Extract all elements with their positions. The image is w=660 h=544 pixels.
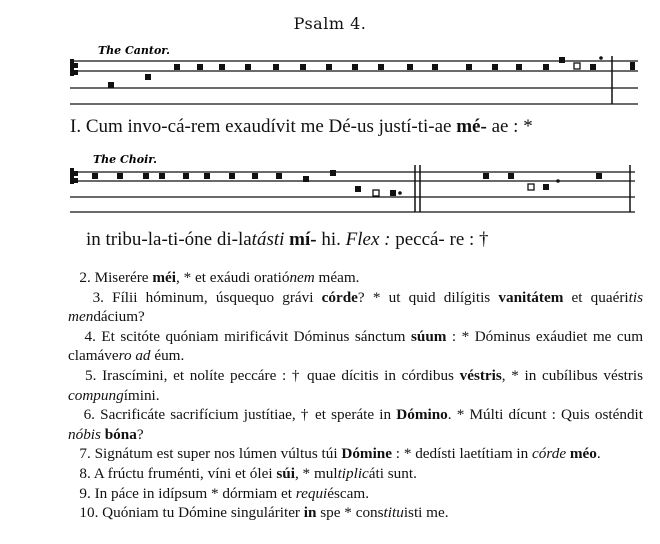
choir-clef-icon [70,168,78,184]
choir-staff-lines [70,172,635,212]
verse-text: 2. Miserére [79,269,153,286]
verse-text: ? [136,425,144,443]
verse-italic: tis men [68,288,643,326]
verse-text: , * et exáudi oratió [175,269,290,286]
choir-text-line [86,229,489,251]
cantor-custos [630,62,635,70]
verse-5 [68,366,643,405]
line2-italic: tásti [251,229,285,250]
verse-italic: nem [289,269,315,286]
verse-italic: tiplic [337,464,369,482]
verse-text: áti sunt. [368,464,417,482]
verse-accent: Dómine [341,445,392,463]
verse-text: : * dedísti laetítiam in [392,445,533,463]
verse-italic: requi [295,484,328,502]
verse-italic: compung [68,386,124,404]
line2-accent: mí- [289,229,317,250]
verse-italic: titu [383,504,404,522]
verse-4 [68,327,643,366]
verse-accent: méo [569,445,597,463]
verse-text: ímini. [123,386,160,404]
verse-accent: Dómino [396,406,448,424]
verse-italic: ro ad [118,347,151,365]
cantor-text-line [70,116,533,138]
verse-text: ? * ut quid dilígitis [357,288,499,306]
line2-mid: hi. [316,229,346,250]
verse-text: , * in cubílibus véstris [501,366,644,384]
verse-text: 9. In páce in idípsum * dórmiam et [79,484,296,502]
line1-accent: mé- [456,116,487,137]
verse-text: . [596,445,601,463]
verse-accent: vanitátem [498,288,564,306]
verse-text: 7. Signátum est super nos lúmen vúltus túi [79,445,342,463]
verse-text: 4. Et scitóte quóniam mirificávit Dóminus sánctum [84,327,411,345]
verse-text: éum. [150,347,185,365]
verse-3 [68,288,643,327]
cantor-label: The Cantor. [98,44,170,57]
verse-text: 6. Sacrificáte sacrifícium justítiae, † et speráte in [83,406,397,424]
verse-6 [68,405,643,444]
verse-italic: córde [532,445,567,463]
verse-7 [68,444,643,464]
line1-end: ae : * [486,116,533,137]
verse-2 [68,268,643,288]
page-title: Psalm 4. [293,14,367,33]
verse-accent: súi [276,464,295,482]
verse-text: isti me. [403,504,449,522]
verse-text: . * Múlti dícunt : Quis osténdit [447,406,643,424]
verse-accent: bóna [104,425,137,443]
verse-text: : * Dóminus exáudiet me cum clamáve [68,327,644,365]
verse-text: méam. [314,269,360,286]
verse-9 [68,484,643,504]
verses-list [68,268,643,523]
verse-accent: in [303,504,317,522]
verse-accent: méi [152,269,176,286]
verse-8 [68,464,643,484]
flex-label: Flex : [345,229,391,250]
line2-text: in tribu-la-ti-óne di-la [86,229,252,250]
verse-text: éscam. [327,484,370,502]
verse-text: , * mul [294,464,338,482]
verse-text: dácium? [93,308,145,326]
verse-text: 10. Quóniam tu Dómine singuláriter [79,504,304,522]
verse-text: et quaéri [563,288,629,306]
line1-text: I. Cum invo-cá-rem exaudívit me Dé-us justí-ti-ae [70,116,457,137]
verse-accent: córde [321,288,358,306]
verse-text: 3. Fílii hóminum, úsquequo grávi [92,288,322,306]
choir-label: The Choir. [93,153,157,166]
verse-text: spe * cons [316,504,384,522]
verse-text: 8. A frúctu fruménti, víni et ólei [79,464,277,482]
verse-italic: nóbis [68,425,101,443]
verse-10 [68,503,643,523]
verse-accent: súum [410,327,447,345]
verse-text: 5. Irascímini, et nolíte peccáre : † quae dícitis in córdibus [85,366,460,384]
verse-accent: véstris [459,366,502,384]
line2-end: peccá- re : † [390,229,489,250]
choir-notes [92,170,602,196]
